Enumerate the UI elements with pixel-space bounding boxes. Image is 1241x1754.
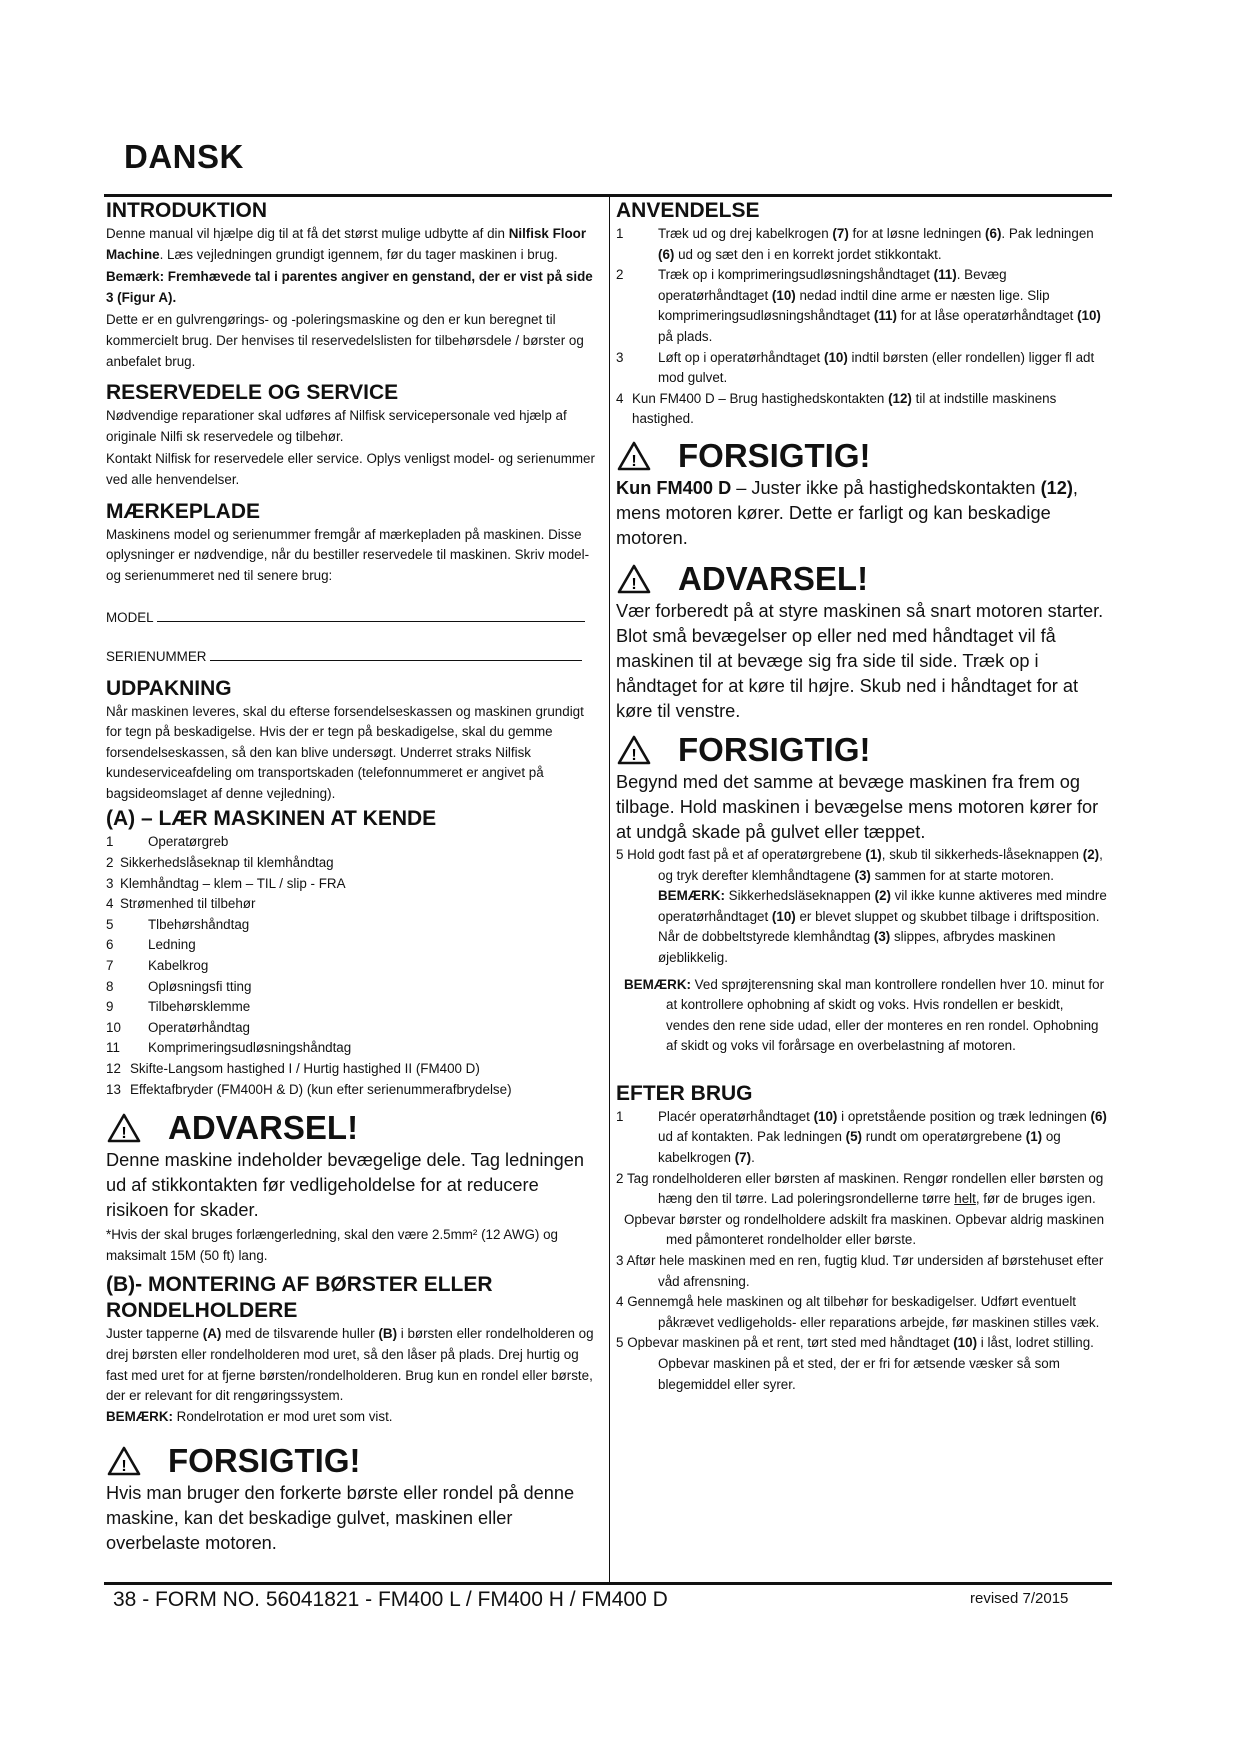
parts-list-number: 12 bbox=[106, 1061, 121, 1076]
parts-list-label: Tilbehørsklemme bbox=[148, 999, 251, 1015]
parts-list-number: 8 bbox=[106, 978, 114, 994]
parts-list-number: 5 bbox=[106, 916, 114, 932]
after-step-4: 4 Gennemgå hele maskinen og alt tilbehør for beskadigelser. Udført eventuelt påkrævet vedligeholds- eller reparations arbejde, før maskinen stilles væk. bbox=[616, 1294, 1100, 1330]
after-step-2: 2 Tag rondelholderen eller børsten af maskinen. Rengør rondellen eller børsten og hæng den til tørre. Lad poleringsrondellerne tørre helt, før de bruges igen. bbox=[616, 1170, 1104, 1207]
parts-list bbox=[106, 832, 602, 1100]
parts-list-item bbox=[106, 1038, 602, 1059]
after-step-5: 5 Opbevar maskinen på et rent, tørt sted med håndtaget (10) i låst, lodret stilling. Opbevar maskinen på et sted, der er fri for ætsende væsker så som blegemiddel eller syrer. bbox=[616, 1335, 1094, 1392]
parts-list-number: 6 bbox=[106, 937, 114, 953]
parts-list-number: 9 bbox=[106, 999, 114, 1015]
caution-text-3: Begynd med det samme at bevæge maskinen fra frem og tilbage. Hold maskinen i bevægelse mens motoren kører for at undgå skade på gulvet eller tæppet. bbox=[616, 771, 1099, 842]
mount-note: BEMÆRK: Rondelrotation er mod uret som vist. bbox=[106, 1408, 393, 1424]
caution-text: Hvis man bruger den forkerte børste eller rondel på denne maskine, kan det beskadige gulvet, maskinen eller overbelaste motoren. bbox=[106, 1483, 575, 1554]
intro-heading: INTRODUKTION bbox=[106, 199, 267, 222]
after-heading: EFTER BRUG bbox=[616, 1081, 753, 1105]
warning-triangle-icon bbox=[616, 440, 652, 472]
parts-list-item bbox=[106, 915, 602, 936]
mount-paragraph: Juster tapperne (A) med de tilsvarende huller (B) i børsten eller rondelholderen og drej børsten eller rondelholderen mod uret, så den låser på plads. Drej hurtig og fast med uret for at fjerne børsten/rondelholderen. Brug kun en rondel eller børste, der er relevant for dit rengøringssystem. bbox=[106, 1326, 594, 1404]
parts-list-label: Komprimeringsudløsningshåndtag bbox=[148, 1040, 352, 1056]
parts-list-item bbox=[106, 894, 602, 915]
parts-list-item bbox=[106, 935, 602, 956]
parts-list-label: Ledning bbox=[148, 937, 196, 953]
plate-paragraph: Maskinens model og serienummer fremgår af mærkepladen på maskinen. Disse oplysninger er nødvendige, når du bestiller reservedele til maskinen. Skriv model- og serienummeret ned til senere brug: bbox=[106, 526, 590, 583]
plate-heading: MÆRKEPLADE bbox=[106, 499, 261, 523]
footer-revised: revised 7/2015 bbox=[970, 1590, 1069, 1607]
parts-list-label: Opløsningsfi tting bbox=[148, 978, 252, 994]
parts-list-item bbox=[106, 997, 602, 1018]
unpack-paragraph: Når maskinen leveres, skal du efterse forsendelseskassen og maskinen grundigt for tegn på beskadigelse. Hvis der er tegn på beskadigelse, skal du gemme forsendelseskassen, så den kan blive undersøgt. Underret straks Nilfisk kundeserviceafdeling om transportskaden (telefonnummeret er angivet på bagsideomslaget af denne vejledning). bbox=[106, 703, 584, 801]
parts-list-item bbox=[106, 956, 602, 977]
parts-list-item bbox=[106, 874, 602, 895]
parts-list-number: 3 bbox=[106, 875, 114, 891]
caution-heading: ! FORSIGTIG! bbox=[106, 1441, 602, 1481]
bottom-divider bbox=[104, 1582, 1112, 1585]
parts-list-item bbox=[106, 977, 602, 998]
serial-field[interactable]: SERIENUMMER bbox=[106, 647, 602, 668]
intro-paragraph: Denne manual vil hjælpe dig til at få det størst mulige udbytte af din Nilfisk Floor Machine. Læs vejledningen grundigt igennem, før du tager maskinen i brug. bbox=[106, 226, 587, 262]
service-paragraph-1: Nødvendige reparationer skal udføres af Nilfisk servicepersonale ved hjælp af originale Nilfi sk reservedele og tilbehør. bbox=[106, 408, 567, 444]
parts-list-number: 4 bbox=[106, 896, 114, 912]
parts-list-label: Effektafbryder (FM400H & D) (kun efter serienummerafbrydelse) bbox=[130, 1081, 512, 1097]
warning-triangle-icon bbox=[616, 563, 652, 595]
parts-list-number: 13 bbox=[106, 1081, 121, 1097]
use-step-3: 3 Løft op i operatørhåndtaget (10) indtil børsten (eller rondellen) ligger fl adt mod gulvet. bbox=[616, 349, 1095, 386]
use-step-1: 1 Træk ud og drej kabelkrogen (7) for at løsne ledningen (6). Pak ledningen (6) ud og sæt den i en korrekt jordet stikkontakt. bbox=[616, 226, 1094, 262]
extension-note: *Hvis der skal bruges forlængerledning, skal den være 2.5mm² (12 AWG) og maksimalt 15M (50 ft) lang. bbox=[106, 1227, 558, 1263]
parts-list-item bbox=[106, 1059, 602, 1080]
parts-list-number: 7 bbox=[106, 958, 114, 974]
caution-text-2: Kun FM400 D – Juster ikke på hastighedskontakten (12), mens motoren kører. Dette er farligt og kan beskadige motoren. bbox=[616, 477, 1078, 548]
parts-list-label: Strømenhed til tilbehør bbox=[120, 896, 256, 912]
top-divider bbox=[104, 194, 1112, 197]
mount-heading: (B)- MONTERING AF BØRSTER ELLER RONDELHOLDERE bbox=[106, 1273, 493, 1323]
parts-list-item bbox=[106, 853, 602, 874]
parts-list-number: 2 bbox=[106, 855, 114, 871]
know-heading: (A) – LÆR MASKINEN AT KENDE bbox=[106, 807, 437, 831]
left-column bbox=[106, 198, 602, 1556]
model-field[interactable]: MODEL bbox=[106, 608, 602, 629]
use-step-5: 5 Hold godt fast på et af operatørgrebene (1), skub til sikkerheds-låseknappen (2), og tryk derefter klemhåndtagene (3) sammen for at starte motoren. BEMÆRK: Sikkerhedsläseknappen (2) vil ikke kunne aktiveres med mindre operatørhåndtaget (10) er blevet sluppet og skubbet tilbage i driftsposition. Når de dobbeltstyrede klemhåndtag (3) slippes, afbrydes maskinen øjeblikkelig. bbox=[616, 846, 1107, 965]
parts-list-label: Skifte-Langsom hastighed I / Hurtig hastighed II (FM400 D) bbox=[130, 1061, 480, 1076]
after-step-1: 1 Placér operatørhåndtaget (10) i opretstående position og træk ledningen (6) ud af kontakten. Pak ledningen (5) rundt om operatørgrebene (1) og kabelkrogen (7). bbox=[616, 1108, 1107, 1166]
storage-note: Opbevar børster og rondelholdere adskilt fra maskinen. Opbevar aldrig maskinen med påmonteret rondelholder eller børste. bbox=[624, 1211, 1105, 1248]
warning-text: Denne maskine indeholder bevægelige dele. Tag ledningen ud af stikkontakten før vedligeholdelse for at reducere risikoen for skader. bbox=[106, 1150, 584, 1221]
svg-text:!: ! bbox=[631, 746, 637, 764]
parts-list-item bbox=[106, 832, 602, 853]
parts-list-number: 1 bbox=[106, 834, 114, 850]
service-heading: RESERVEDELE OG SERVICE bbox=[106, 381, 399, 405]
parts-list-label: Operatørhåndtag bbox=[148, 1019, 250, 1035]
warning-heading-2: ! ADVARSEL! bbox=[616, 559, 1110, 599]
parts-list-label: Klemhåndtag – klem – TIL / slip - FRA bbox=[120, 875, 346, 891]
intro-note: Bemærk: Fremhævede tal i parentes angiver en genstand, der er vist på side 3 (Figur A). bbox=[106, 269, 593, 305]
svg-text:!: ! bbox=[631, 452, 637, 470]
use-step-4: 4 Kun FM400 D – Brug hastighedskontakten (12) til at indstille maskinens hastighed. bbox=[616, 390, 1057, 427]
caution-heading-3: ! FORSIGTIG! bbox=[616, 730, 1110, 770]
warning-triangle-icon bbox=[106, 1112, 142, 1144]
column-divider bbox=[609, 196, 610, 1582]
parts-list-label: Tlbehørshåndtag bbox=[148, 916, 250, 932]
svg-text:!: ! bbox=[121, 1458, 127, 1476]
warning-text-2: Vær forberedt på at styre maskinen så snart motoren starter. Blot små bevægelser op eller ned med håndtaget vil få maskinen til at bevæge sig fra side til side. Træk op i håndtaget for at køre til højre. Skub ned i håndtaget for at køre til venstre. bbox=[616, 600, 1104, 721]
parts-list-number: 11 bbox=[106, 1040, 120, 1056]
warning-triangle-icon bbox=[106, 1445, 142, 1477]
unpack-heading: UDPAKNING bbox=[106, 676, 232, 700]
spray-note: BEMÆRK: Ved sprøjterensning skal man kontrollere rondellen hver 10. minut for at kontrollere ophobning af skidt og voks. Hvis rondellen er beskidt, vendes den rene side udad, eller der monteres en ren rondel. Ophobning af skidt og voks vil forårsage en overbelastning af motoren. bbox=[624, 976, 1105, 1054]
caution-heading-2: ! FORSIGTIG! bbox=[616, 436, 1110, 476]
warning-triangle-icon bbox=[616, 734, 652, 766]
service-paragraph-2: Kontakt Nilfisk for reservedele eller service. Oplys venligst model- og serienummer ved alle henvendelser. bbox=[106, 451, 595, 487]
use-heading: ANVENDELSE bbox=[616, 199, 760, 222]
warning-heading: ! ADVARSEL! bbox=[106, 1108, 602, 1148]
right-column bbox=[616, 198, 1110, 1395]
use-step-2: 2 Træk op i komprimeringsudløsningshåndtaget (11). Bevæg operatørhåndtaget (10) nedad indtil dine arme er næsten lige. Slip komprimeringsudløsningshåndtaget (11) for at låse operatørhåndtaget (10) på plads. bbox=[616, 267, 1101, 344]
intro-purpose: Dette er en gulvrengørings- og -poleringsmaskine og den er kun beregnet til kommercielt brug. Der henvises til reservedelslisten for tilbehørsdele / børster og anbefalet brug. bbox=[106, 312, 584, 369]
svg-text:!: ! bbox=[631, 575, 637, 593]
parts-list-number: 10 bbox=[106, 1019, 121, 1035]
parts-list-label: Kabelkrog bbox=[148, 958, 209, 974]
after-step-3: 3 Aftør hele maskinen med en ren, fugtig klud. Tør undersiden af børstehuset efter våd afrensning. bbox=[616, 1253, 1104, 1289]
parts-list-item bbox=[106, 1018, 602, 1039]
footer-form-number: 38 - FORM NO. 56041821 - FM400 L / FM400 H / FM400 D bbox=[113, 1588, 668, 1611]
language-title: DANSK bbox=[124, 138, 244, 175]
parts-list-label: Operatørgreb bbox=[148, 834, 229, 850]
parts-list-label: Sikkerhedslåseknap til klemhåndtag bbox=[120, 855, 334, 871]
parts-list-item bbox=[106, 1080, 602, 1101]
svg-text:!: ! bbox=[121, 1125, 127, 1143]
